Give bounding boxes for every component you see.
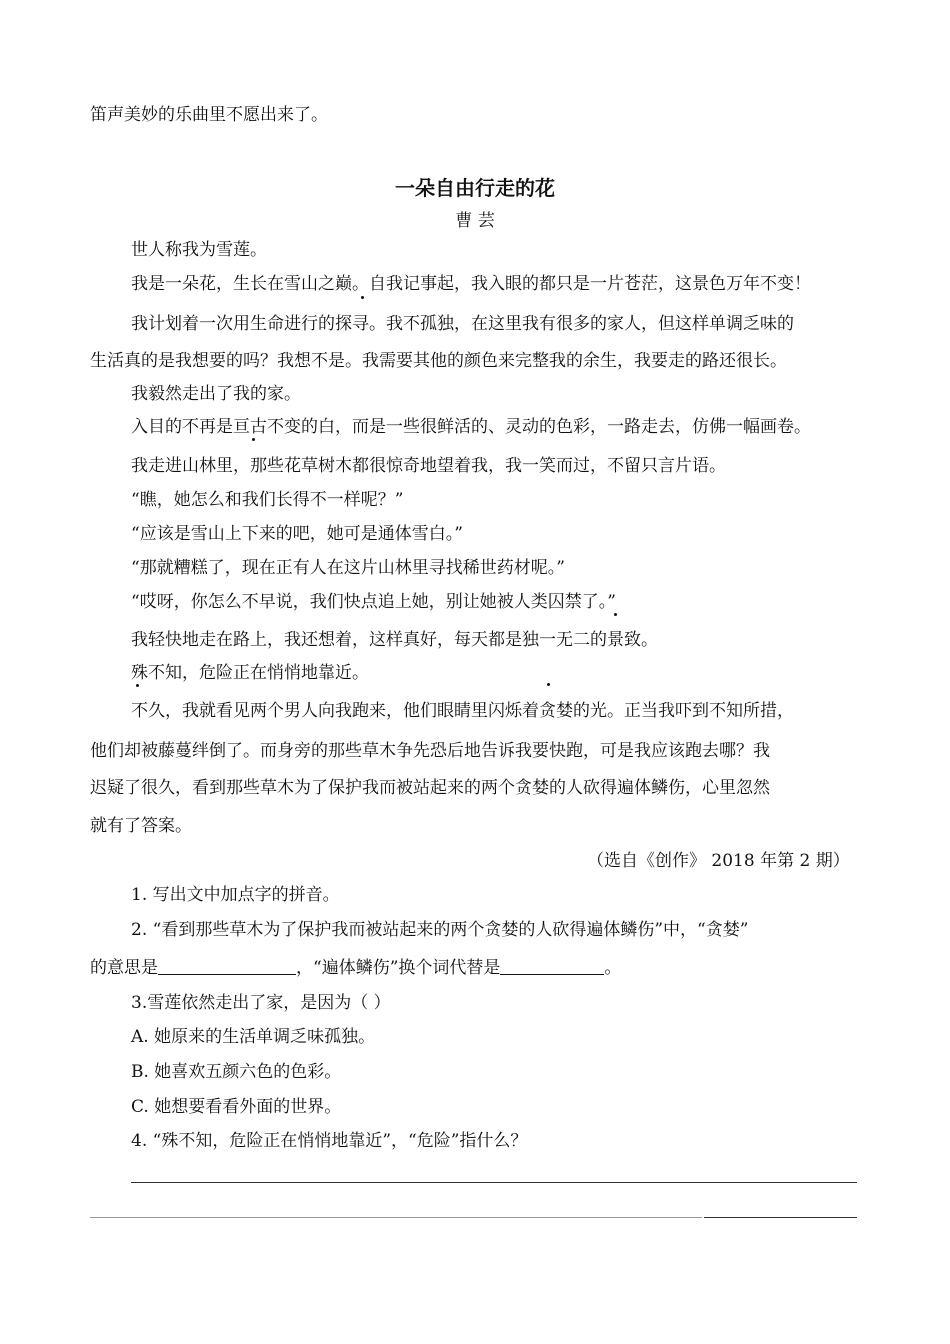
question-2-text-b: ，“遍体鳞伤”换个词代替是 <box>296 958 501 978</box>
paragraph-line: 生活真的是我想要的吗？我想不是。我需要其他的颜色来完整我的余生，我要走的路还很长。 <box>90 351 787 371</box>
paragraph-line: “哎呀，你怎么不早说，我们快点追上她，别让她被人类囚禁了。” <box>131 592 616 612</box>
paragraph-line: 他们却被藤蔓绊倒了。而身旁的那些草木争先恐后地告诉我要快跑，可是我应该跑去哪？我 <box>90 741 770 761</box>
paragraph-line: 迟疑了很久，看到那些草木为了保护我而被站起来的两个贪婪的人砍得遍体鳞伤，心里忽然 <box>90 778 770 798</box>
emphasis-dot <box>614 613 617 616</box>
answer-blank-synonym[interactable] <box>500 958 604 975</box>
emphasis-dot <box>252 438 255 441</box>
question-2-text-a: 的意思是 <box>90 958 158 978</box>
paragraph-line: 不久，我就看见两个男人向我跑来，他们眼睛里闪烁着贪婪的光。正当我吓到不知所措， <box>131 701 794 721</box>
emphasis-dot <box>361 296 364 299</box>
emphasis-dot <box>547 683 550 686</box>
question-2-continued <box>90 957 621 979</box>
article-author: 曹 芸 <box>455 211 495 231</box>
question-1: 1. 写出文中加点字的拼音。 <box>131 885 340 905</box>
article-title: 一朵自由行走的花 <box>395 176 555 200</box>
paragraph-line: 我毅然走出了我的家。 <box>131 384 301 404</box>
question-3: 3.雪莲依然走出了家，是因为（ ） <box>131 993 391 1013</box>
answer-line-end[interactable] <box>704 1217 857 1218</box>
question-2-text-c: 。 <box>604 958 622 978</box>
footer-divider <box>90 1217 702 1218</box>
question-3-option-a[interactable]: A. 她原来的生活单调乏味孤独。 <box>131 1027 376 1047</box>
paragraph-line: 我计划着一次用生命进行的探寻。我不孤独，在这里我有很多的家人，但这样单调乏味的 <box>131 314 794 334</box>
question-4: 4. “殊不知，危险正在悄悄地靠近”，“危险”指什么？ <box>131 1131 528 1151</box>
paragraph-line: 殊不知，危险正在悄悄地靠近。 <box>131 663 369 683</box>
emphasis-dot <box>136 684 139 687</box>
lead-line: 笛声美妙的乐曲里不愿出来了。 <box>90 105 328 125</box>
answer-blank-meaning[interactable] <box>158 958 296 975</box>
paragraph-line: 就有了答案。 <box>90 816 192 836</box>
paragraph-line: “那就糟糕了，现在正有人在这片山林里寻找稀世药材呢。” <box>131 558 565 578</box>
paragraph-line: “应该是雪山上下来的吧，她可是通体雪白。” <box>131 524 463 544</box>
question-3-option-b[interactable]: B. 她喜欢五颜六色的色彩。 <box>131 1062 342 1082</box>
paragraph-line: 我轻快地走在路上，我还想着，这样真好，每天都是独一无二的景致。 <box>131 630 658 650</box>
paragraph-line: 世人称我为雪莲。 <box>131 240 267 260</box>
answer-line[interactable] <box>131 1182 857 1183</box>
paragraph-line: 入目的不再是亘古不变的白，而是一些很鲜活的、灵动的色彩，一路走去，仿佛一幅画卷。 <box>131 417 811 437</box>
article-source: （选自《创作》 2018 年第 2 期） <box>587 851 850 871</box>
question-2: 2. “看到那些草木为了保护我而被站起来的两个贪婪的人砍得遍体鳞伤”中，“贪婪” <box>131 920 749 940</box>
paragraph-line: “瞧，她怎么和我们长得不一样呢？” <box>131 490 404 510</box>
paragraph-line: 我走进山林里，那些花草树木都很惊奇地望着我，我一笑而过，不留只言片语。 <box>131 456 726 476</box>
question-3-option-c[interactable]: C. 她想要看看外面的世界。 <box>131 1097 342 1117</box>
paragraph-line: 我是一朵花，生长在雪山之巅。自我记事起，我入眼的都只是一片苍茫，这景色万年不变！ <box>131 274 811 294</box>
